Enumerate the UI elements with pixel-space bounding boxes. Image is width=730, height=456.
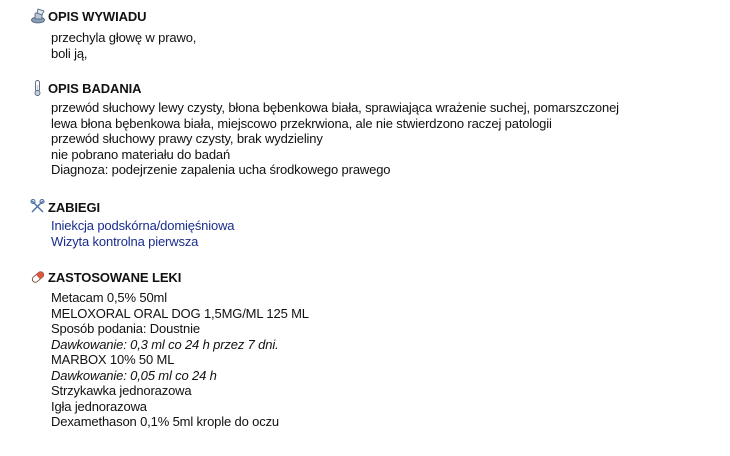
medication-line: Igła jednorazowa <box>51 398 147 414</box>
exam-line: przewód słuchowy lewy czysty, błona bębenkowa biała, sprawiająca wrażenie suchej, pomarszczonej <box>51 100 619 115</box>
procedure-link[interactable]: Iniekcja podskórna/domięśniowa <box>51 218 235 233</box>
scissors-icon <box>30 199 48 215</box>
exam-line: lewa błona bębenkowa biała, miejscowo przekrwiona, ale nie stwierdzono raczej patologii <box>51 115 552 131</box>
interview-icon <box>30 8 48 24</box>
section-exam-body <box>51 100 619 178</box>
procedure-link[interactable]: Wizyta kontrolna pierwsza <box>51 233 199 249</box>
medication-line: Metacam 0,5% 50ml <box>51 290 167 305</box>
history-line: boli ją, <box>51 45 88 61</box>
section-history-heading <box>30 8 146 24</box>
medication-line: MELOXORAL ORAL DOG 1,5MG/ML 125 ML <box>51 305 309 321</box>
medication-line: Strzykawka jednorazowa <box>51 383 192 398</box>
section-exam-title: OPIS BADANIA <box>48 80 142 96</box>
exam-line: przewód słuchowy prawy czysty, brak wydzieliny <box>51 131 323 146</box>
pill-icon <box>30 269 48 285</box>
thermometer-icon <box>30 80 48 96</box>
section-procedures-heading <box>30 199 100 215</box>
medication-route: Sposób podania: Doustnie <box>51 321 200 336</box>
section-history-title: OPIS WYWIADU <box>48 8 147 24</box>
medication-line: Dexamethason 0,1% 5ml krople do oczu <box>51 414 280 429</box>
medication-dosage: Dawkowanie: 0,3 ml co 24 h przez 7 dni. <box>51 336 279 352</box>
section-medications-body <box>51 290 309 430</box>
section-medications-heading <box>30 269 181 285</box>
exam-line: nie pobrano materiału do badań <box>51 146 231 162</box>
medication-dosage: Dawkowanie: 0,05 ml co 24 h <box>51 367 217 383</box>
section-procedures-title: ZABIEGI <box>48 199 101 215</box>
section-procedures-body <box>51 218 234 249</box>
section-exam-heading <box>30 80 141 96</box>
section-medications-title: ZASTOSOWANE LEKI <box>48 269 182 285</box>
medication-line: MARBOX 10% 50 ML <box>51 352 175 367</box>
history-line: przechyla głowę w prawo, <box>51 30 197 45</box>
exam-diagnosis: Diagnoza: podejrzenie zapalenia ucha środkowego prawego <box>51 162 391 177</box>
section-history-body <box>51 30 196 61</box>
